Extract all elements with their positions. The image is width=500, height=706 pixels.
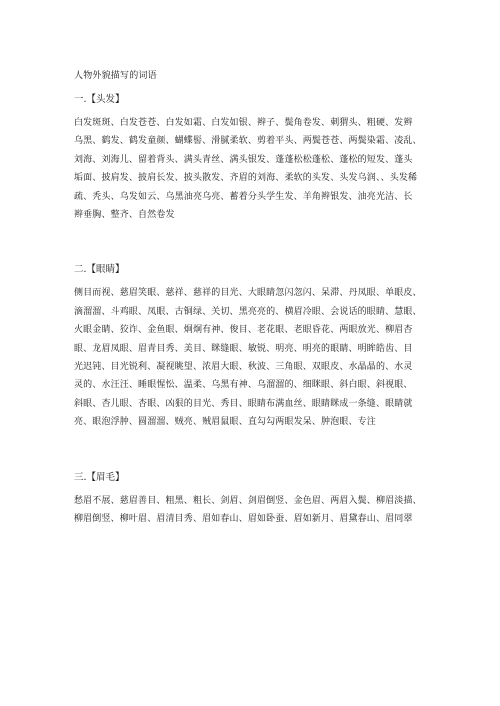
section-body-eyebrows: 愁眉不展、慈眉善目、粗黑、粗长、剑眉、剑眉倒竖、金色眉、两眉入鬓、柳眉淡描、 柳眉倒竖、柳叶眉、眉清目秀、眉如春山、眉如卧蚕、眉如新月、眉黛春山、眉同翠 [74, 495, 422, 525]
section-heading-hair: 一.【头发】 [74, 94, 125, 105]
section-body-hair: 白发斑斑、白发苍苍、白发如霜、白发如银、辫子、鬓角卷发、刺猬头、粗硬、发辫 乌黑、鹤发、鹤发童颜、蝴蝶髻、滑腻柔软、剪着平头、两鬓苍苍、两鬓染霜、凌乱、 刘海、刘海儿、留着背头、满头青丝、满头银发、蓬蓬松松蓬松、蓬松的短发、蓬头 垢面、披肩发、披肩长发、披头散发、齐眉的刘海、柔软的头发、头发乌润、、头发稀 疏、秃头、乌发如云、乌黑油亮乌亮、蓄着分头学生发、羊角辫银发、油亮光洁、长 辫垂胸、整齐、自然卷发 [74, 118, 422, 221]
section-eyebrows [74, 472, 436, 529]
section-hair [74, 94, 436, 224]
section-heading-eyes: 二.【眼睛】 [74, 264, 125, 276]
section-body-eyes: 侧目而视、慈眉笑眼、慈祥、慈祥的目光、大眼睛忽闪忽闪、呆滞、丹凤眼、单眼皮、 滴溜溜、斗鸡眼、凤眼、古铜绿、关切、黑亮亮的、横眉冷眼、会说话的眼睛、慧眼、 火眼金睛、狡诈、金鱼眼、炯炯有神、俊目、老花眼、老眼昏花、两眼放光、柳眉杏 眼、龙眉凤眼、眉青目秀、美目、眯缝眼、敏锐、明亮、明亮的眼睛、明眸皓齿、目 光迟钝、目光锐利、凝视眺望、浓眉大眼、秋波、三角眼、双眼皮、水晶晶的、水灵 灵的、水汪汪、睡眼惺忪、温柔、乌黑有神、乌溜溜的、细眯眼、斜白眼、斜视眼、 斜眼、杏儿眼、杏眼、凶狠的目光、秀目、眼睛布满血丝、眼睛眯成一条缝、眼睛就 亮、眼泡浮肿、圆溜溜、贼亮、贼眉鼠眼、直勾勾两眼发呆、肿泡眼、专注 [74, 288, 422, 428]
section-heading-eyebrows: 三.【眉毛】 [74, 471, 125, 483]
document-title: 人物外貌描写的词语 [74, 71, 157, 81]
section-eyes [74, 264, 436, 431]
